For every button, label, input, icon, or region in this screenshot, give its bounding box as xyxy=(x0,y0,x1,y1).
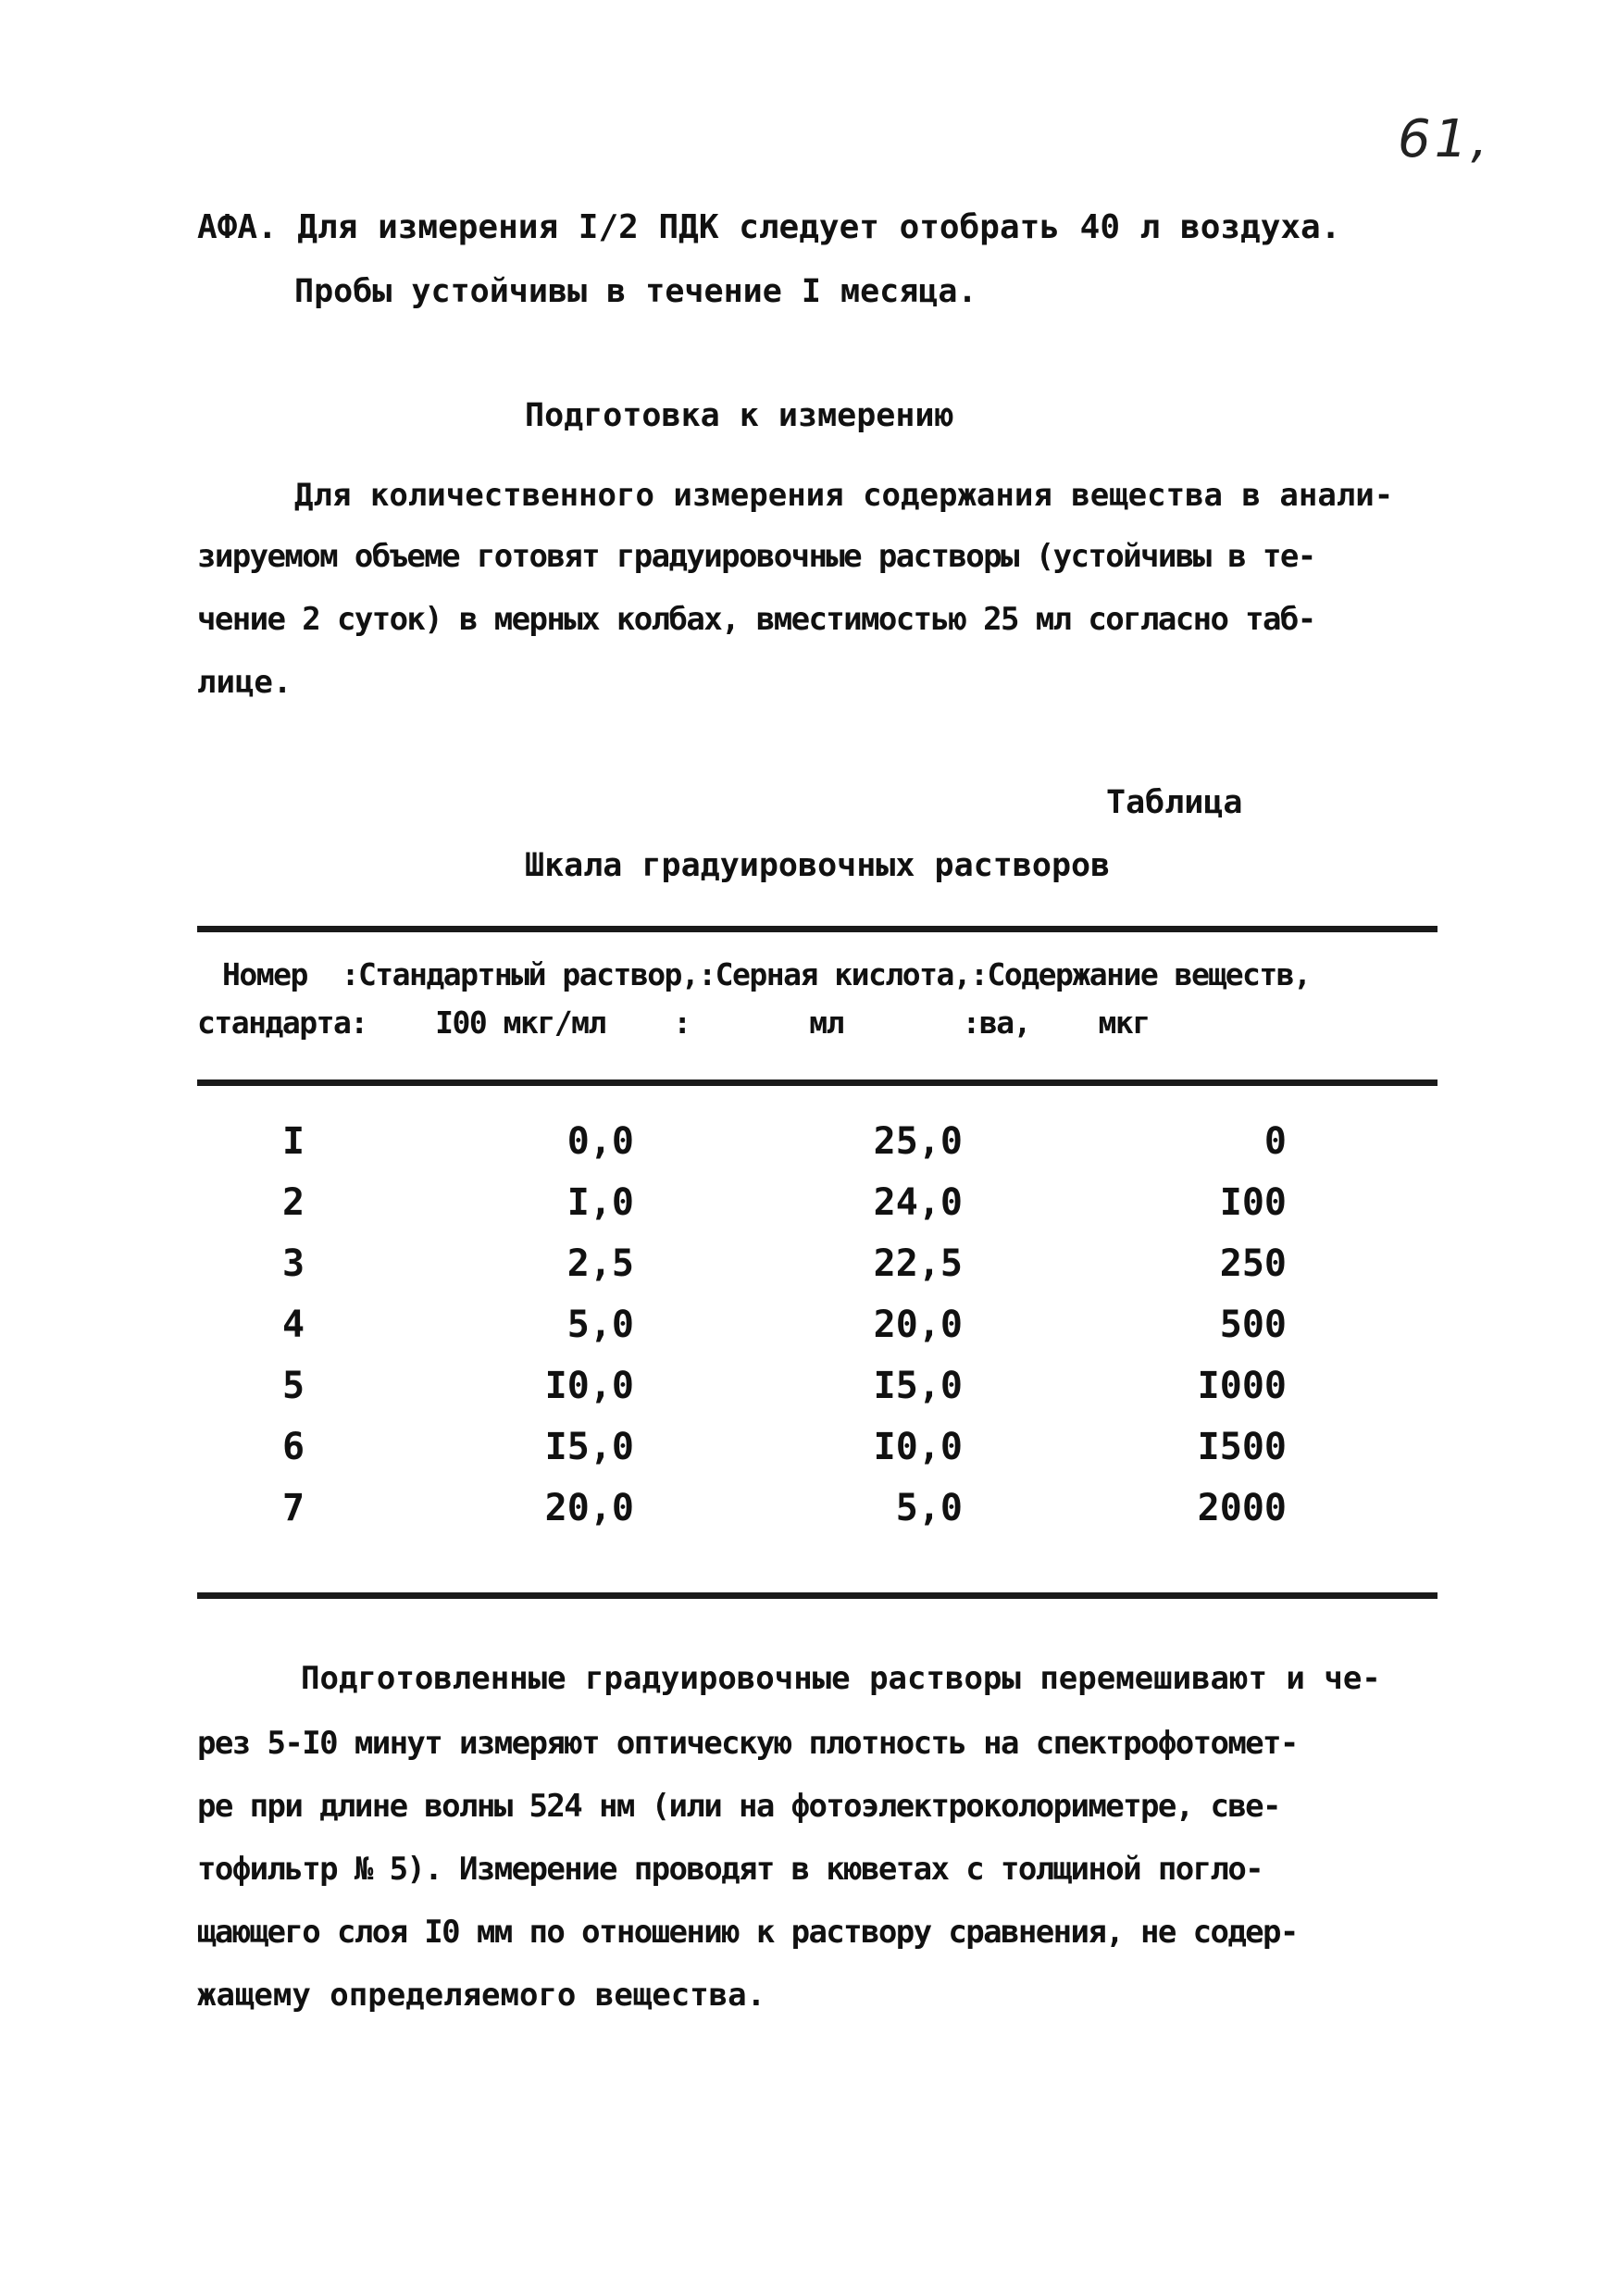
paragraph-2-line-2: рез 5-I0 минут измеряют оптическую плотность на спектрофотомет- xyxy=(197,1725,1298,1762)
substance-content-mcg: I00 xyxy=(1219,1181,1287,1224)
page-number: 61, xyxy=(1398,109,1492,169)
standard-solution-ml: I5,0 xyxy=(544,1426,634,1468)
paragraph-2-line-3: ре при длине волны 524 нм (или на фотоэлектроколориметре, све- xyxy=(197,1788,1280,1825)
standard-solution-ml: 20,0 xyxy=(544,1487,634,1529)
paragraph-1-line-4: лице. xyxy=(197,664,292,701)
paragraph-2-line-1: Подготовленные градуировочные растворы перемешивают и че- xyxy=(301,1660,1381,1697)
paragraph-1-line-2: зируемом объеме готовят градуировочные растворы (устойчивы в те- xyxy=(197,538,1315,575)
standard-solution-ml: 5,0 xyxy=(566,1304,634,1346)
table-bottom-rule xyxy=(197,1592,1438,1599)
substance-content-mcg: 2000 xyxy=(1197,1487,1287,1529)
paragraph-2-line-4: тофильтр № 5). Измерение проводят в кюветах с толщиной погло- xyxy=(197,1851,1263,1888)
sulfuric-acid-ml: I5,0 xyxy=(873,1365,963,1407)
table-header-line-1: Номер :Стандартный раствор,:Серная кислота,:Содержание веществ, xyxy=(222,956,1311,992)
standard-solution-ml: I,0 xyxy=(566,1181,634,1224)
paragraph-2-line-5: щающего слоя I0 мм по отношению к раствору сравнения, не содер- xyxy=(197,1914,1298,1951)
table-header-rule xyxy=(197,1079,1438,1086)
table-caption: Шкала градуировочных растворов xyxy=(525,847,1111,884)
sulfuric-acid-ml: 20,0 xyxy=(873,1304,963,1346)
table-top-rule xyxy=(197,926,1438,932)
standard-solution-ml: 2,5 xyxy=(566,1242,634,1285)
substance-content-mcg: 250 xyxy=(1219,1242,1287,1285)
sulfuric-acid-ml: 25,0 xyxy=(873,1120,963,1163)
standard-number: 2 xyxy=(282,1181,305,1224)
table-label: Таблица xyxy=(1106,784,1243,821)
table-header-line-2: стандарта: I00 мкг/мл : мл :ва, мкг xyxy=(197,1004,1150,1041)
standard-solution-ml: I0,0 xyxy=(544,1365,634,1407)
substance-content-mcg: I500 xyxy=(1197,1426,1287,1468)
sulfuric-acid-ml: 5,0 xyxy=(895,1487,963,1529)
sulfuric-acid-ml: I0,0 xyxy=(873,1426,963,1468)
paragraph-1-line-3: чение 2 суток) в мерных колбах, вместимостью 25 мл согласно таб- xyxy=(197,601,1315,638)
standard-number: 6 xyxy=(282,1426,305,1468)
standard-number: 7 xyxy=(282,1487,305,1529)
section-heading: Подготовка к измерению xyxy=(525,397,954,434)
substance-content-mcg: 0 xyxy=(1263,1120,1287,1163)
standard-solution-ml: 0,0 xyxy=(566,1120,634,1163)
standard-number: I xyxy=(282,1120,305,1163)
paragraph-2-line-6: жащему определяемого вещества. xyxy=(197,1977,766,2014)
intro-line-1: АФА. Для измерения I/2 ПДК следует отобрать 40 л воздуха. xyxy=(197,208,1341,246)
substance-content-mcg: I000 xyxy=(1197,1365,1287,1407)
standard-number: 3 xyxy=(282,1242,305,1285)
sulfuric-acid-ml: 24,0 xyxy=(873,1181,963,1224)
standard-number: 4 xyxy=(282,1304,305,1346)
paragraph-1-line-1: Для количественного измерения содержания вещества в анали- xyxy=(294,477,1394,514)
sulfuric-acid-ml: 22,5 xyxy=(873,1242,963,1285)
substance-content-mcg: 500 xyxy=(1219,1304,1287,1346)
standard-number: 5 xyxy=(282,1365,305,1407)
intro-line-2: Пробы устойчивы в течение I месяца. xyxy=(294,273,977,310)
